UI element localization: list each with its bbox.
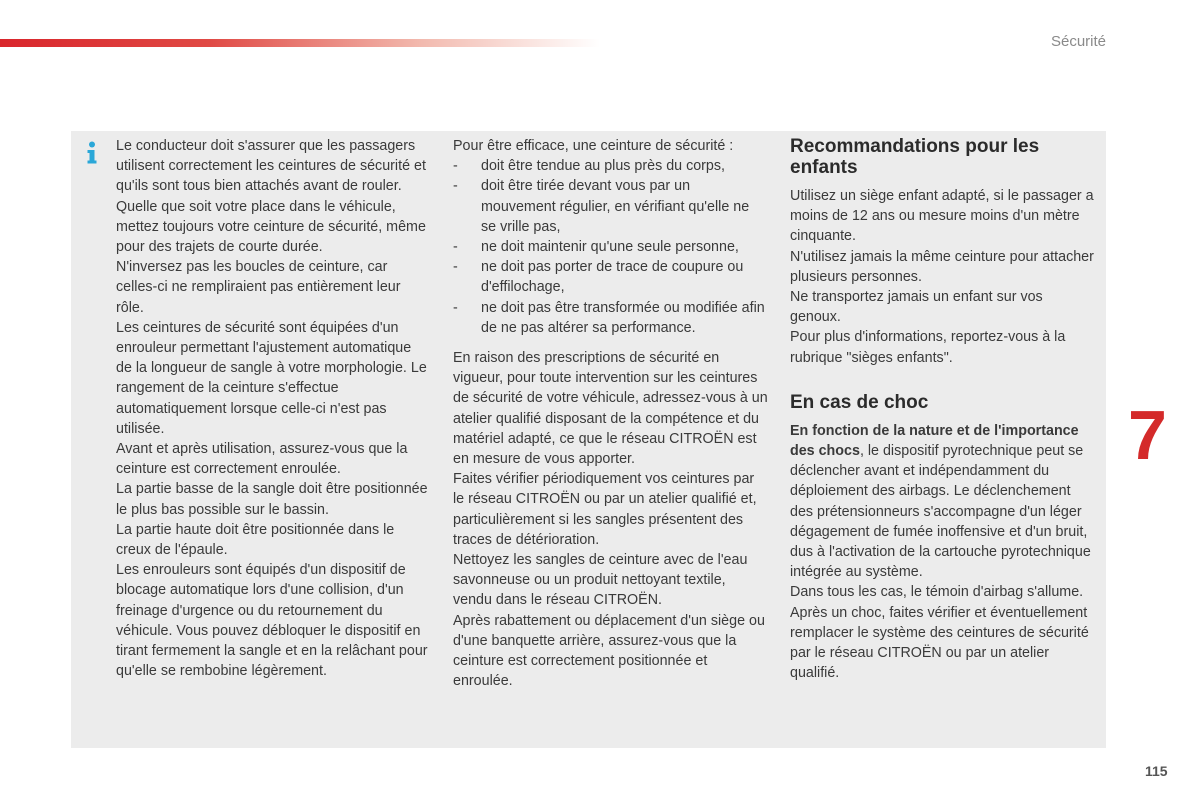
- heading-child-recommendations: Recommandations pour les enfants: [790, 136, 1040, 178]
- chapter-number: 7: [1128, 396, 1167, 474]
- list-item: - doit être tirée devant vous par un mouvement régulier, en vérifiant qu'elle ne se vrille pas,: [453, 176, 768, 237]
- paragraph: Ne transportez jamais un enfant sur vos genoux.: [790, 289, 1043, 326]
- section-title: Sécurité: [1050, 33, 1106, 50]
- bold-lead: En fonction de la nature et de l'importance des chocs: [790, 422, 1079, 460]
- paragraph: Faites vérifier périodiquement vos ceintures par le réseau CITROËN ou par un atelier qualifié et, particulièrement si les sangles présentent des traces de détérioration.: [453, 471, 757, 548]
- list-item: - ne doit pas être transformée ou modifiée afin de ne pas altérer sa performance.: [453, 298, 768, 338]
- list-item: - ne doit pas porter de trace de coupure ou d'effilochage,: [453, 257, 768, 297]
- lead-text: , le dispositif pyrotechnique peut se déclencher avant et indépendamment du déploiement des airbags. Le déclenchement des prétensionneurs s'accompagne d'un léger dégagement de fumée inoffensive et d'un bruit, dus à l'activation de la cartouche pyrotechnique intégrée au système.: [790, 443, 1091, 581]
- paragraph: Les ceintures de sécurité sont équipées d'un enrouleur permettant l'ajustement automatique de la longueur de sangle à votre morphologie. Le rangement de la ceinture s'effectue automatiquement lorsque celle-ci n'est pas utilisée.: [116, 319, 427, 437]
- info-icon: [86, 141, 98, 165]
- paragraph: Quelle que soit votre place dans le véhicule, mettez toujours votre ceinture de sécurité, même pour des trajets de courte durée.: [116, 198, 426, 256]
- paragraph: Après un choc, faites vérifier et éventuellement remplacer le système des ceintures de sécurité par le réseau CITROËN ou par un atelier qualifié.: [790, 604, 1089, 682]
- requirements-list: [453, 156, 768, 338]
- heading-crash: En cas de choc: [790, 391, 929, 413]
- paragraph: Pour plus d'informations, reportez-vous à la rubrique "sièges enfants".: [790, 329, 1066, 366]
- paragraph: Dans tous les cas, le témoin d'airbag s'allume.: [790, 584, 1084, 601]
- paragraph: N'utilisez jamais la même ceinture pour attacher plusieurs personnes.: [790, 248, 1094, 285]
- list-item: - doit être tendue au plus près du corps,: [453, 156, 768, 176]
- paragraph: [790, 421, 1095, 583]
- paragraph: Les enrouleurs sont équipés d'un dispositif de blocage automatique lors d'une collision, d'un freinage d'urgence ou du retournement du véhicule. Vous pouvez débloquer le dispositif en tirant fermement la sangle et en la relâchant pour qu'elle se rembobine légèrement.: [116, 562, 428, 680]
- header-accent-bar: [0, 39, 600, 47]
- page-number: 115: [1145, 763, 1168, 779]
- list-item: - ne doit maintenir qu'une seule personne,: [453, 237, 768, 257]
- paragraph: Nettoyez les sangles de ceinture avec de l'eau savonneuse ou un produit nettoyant textile, vendu dans le réseau CITROËN.: [453, 552, 748, 609]
- paragraph: La partie basse de la sangle doit être positionnée le plus bas possible sur le bassin.: [116, 481, 428, 518]
- paragraph: Le conducteur doit s'assurer que les passagers utilisent correctement les ceintures de sécurité et qu'ils sont tous bien attachés avant de rouler.: [116, 138, 426, 195]
- list-intro: Pour être efficace, une ceinture de sécurité :: [453, 138, 734, 154]
- paragraph: N'inversez pas les boucles de ceinture, car celles-ci ne rempliraient pas entièrement leur rôle.: [116, 259, 401, 316]
- column-3: [790, 136, 1095, 683]
- paragraph: La partie haute doit être positionnée dans le creux de l'épaule.: [116, 521, 395, 559]
- paragraph: Après rabattement ou déplacement d'un siège ou d'une banquette arrière, assurez-vous que la ceinture est correctement positionnée et enroulée.: [453, 612, 765, 690]
- paragraph: Avant et après utilisation, assurez-vous que la ceinture est correctement enroulée.: [116, 441, 408, 478]
- paragraph: En raison des prescriptions de sécurité en vigueur, pour toute intervention sur les ceintures de sécurité de votre véhicule, adressez-vous à un atelier qualifié disposant de la compétence et du matériel adapté, ce que le réseau CITROËN est en mesure de vous apporter.: [453, 350, 768, 468]
- paragraph: Utilisez un siège enfant adapté, si le passager a moins de 12 ans ou mesure moins d'un mètre cinquante.: [790, 188, 1094, 245]
- column-2: [453, 136, 768, 691]
- column-1: [116, 136, 428, 681]
